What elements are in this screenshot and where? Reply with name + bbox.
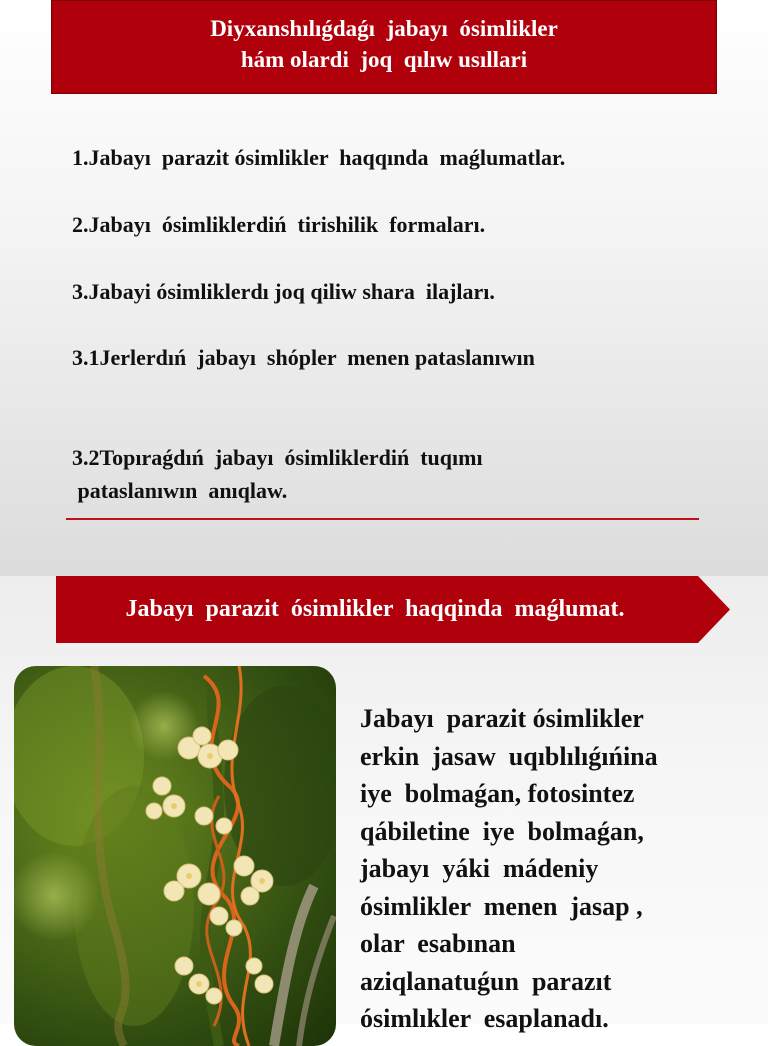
dodder-plant-photo [14,666,336,1046]
agenda-item-2: 2.Jabayı ósimliklerdiń tirishilik formaları. [72,212,486,237]
agenda-item-3: 3.Jabayi ósimliklerdı joq qiliw shara ilajları. [72,279,495,304]
desc-line-3: iye bolmaǵan, fotosintez [360,779,635,808]
plant-illustration [14,666,336,1046]
desc-line-9: ósimlıkler esaplanadı. [360,1004,609,1033]
desc-line-4: qábiletine iye bolmaǵan, [360,816,644,846]
divider-line [66,518,699,520]
title-line-2: hám olardi joq qılıw usıllari [240,47,528,72]
agenda-item-1: 1.Jabayı parazit ósimlikler haqqında maǵlumatlar. [72,145,566,170]
desc-line-7: olar esabınan [360,929,516,958]
desc-line-6: ósimlikler menen jasap , [360,891,643,921]
banner-title: Jabayı parazit ósimlikler haqqinda maǵlumat. [125,596,625,622]
agenda-item-3-2-cont: pataslanıwın anıqlaw. [72,478,288,503]
slide-2 [0,576,768,1033]
desc-line-2: erkin jasaw uqıblılıǵıńina [360,741,658,771]
agenda-item-3-2: 3.2Topıraǵdıń jabayı ósimliklerdiń tuqımı [72,445,483,470]
agenda-item-3-1: 3.1Jerlerdıń jabayı shópler menen pataslanıwın [72,345,535,370]
desc-line-1: Jabayı parazit ósimlikler [360,704,644,733]
description-text [360,700,760,1038]
desc-line-5: jabayı yáki mádeniy [360,854,599,883]
title-line-1: Diyxanshılıǵdaǵı jabayı ósimlikler [210,16,558,41]
slide-title [51,0,717,94]
section-banner [56,576,730,643]
desc-line-8: aziqlanatuǵun parazıt [360,966,612,996]
